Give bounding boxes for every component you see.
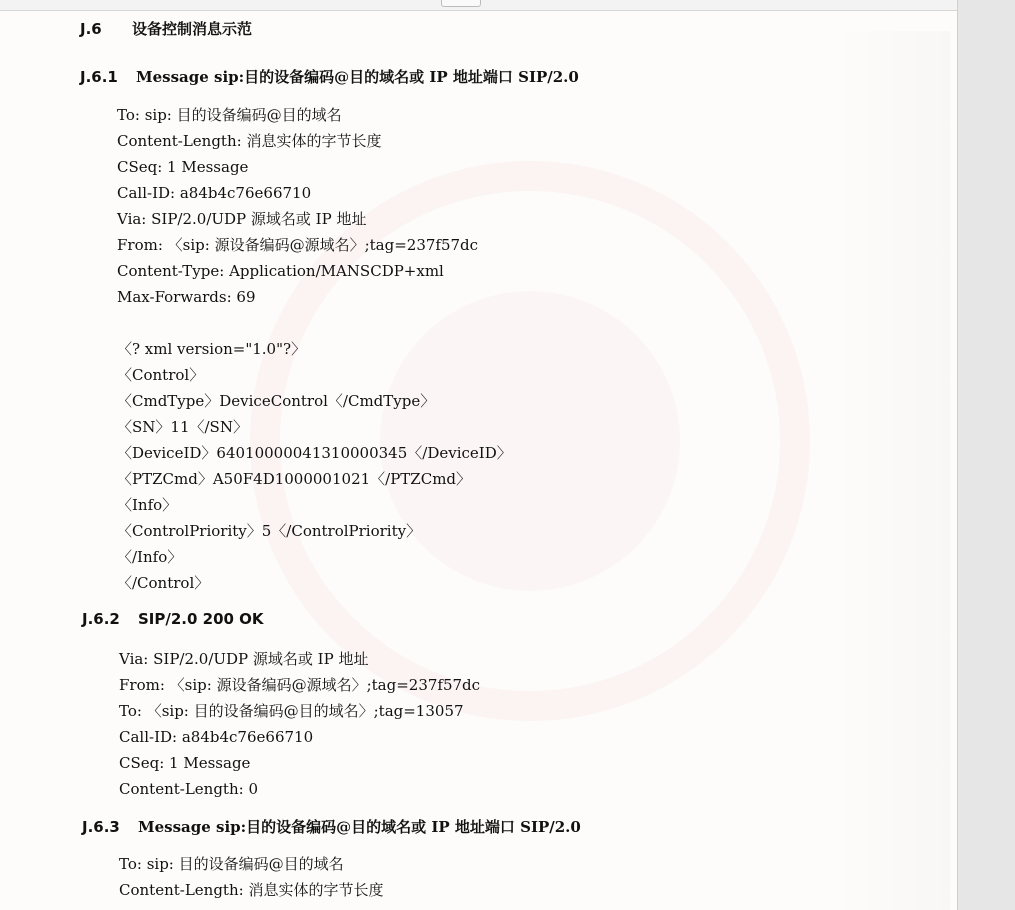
sip-header-line: To: sip: 目的设备编码@目的域名	[119, 855, 344, 873]
xml-body-line: 〈ControlPriority〉5〈/ControlPriority〉	[117, 522, 422, 540]
xml-body-line: 〈? xml version="1.0"?〉	[117, 340, 307, 358]
sip-header-line: From: 〈sip: 源设备编码@源域名〉;tag=237f57dc	[119, 676, 481, 694]
subsection-title: Message sip:目的设备编码@目的域名或 IP 地址端口 SIP/2.0	[136, 68, 579, 86]
watermark-seal-center	[380, 291, 680, 591]
section-number: J.6	[80, 20, 102, 38]
section-title: 设备控制消息示范	[132, 20, 253, 38]
sip-header-line: Content-Type: Application/MANSCDP+xml	[117, 262, 444, 280]
sip-header-line: Content-Length: 消息实体的字节长度	[119, 881, 384, 899]
sip-header-line: Content-Length: 消息实体的字节长度	[117, 132, 382, 150]
xml-body-line: 〈SN〉11〈/SN〉	[117, 418, 248, 436]
sip-header-line: Via: SIP/2.0/UDP 源域名或 IP 地址	[117, 210, 367, 228]
sip-header-line: CSeq: 1 Message	[119, 754, 251, 772]
subsection-number: J.6.2	[82, 610, 120, 628]
xml-body-line: 〈DeviceID〉64010000041310000345〈/DeviceID〉	[117, 444, 512, 462]
xml-body-line: 〈Control〉	[117, 366, 205, 384]
document-page	[0, 11, 957, 910]
page-edge-shadow	[830, 31, 950, 910]
subsection-number: J.6.3	[82, 818, 120, 836]
sip-header-line: Call-ID: a84b4c76e66710	[117, 184, 312, 202]
xml-body-line: 〈/Info〉	[117, 548, 183, 566]
sip-header-line: Via: SIP/2.0/UDP 源域名或 IP 地址	[119, 650, 369, 668]
xml-body-line: 〈CmdType〉DeviceControl〈/CmdType〉	[117, 392, 436, 410]
xml-body-line: 〈Info〉	[117, 496, 178, 514]
sip-header-line: To: sip: 目的设备编码@目的域名	[117, 106, 342, 124]
subsection-heading-j62	[82, 609, 264, 629]
subsection-heading-j61	[80, 67, 579, 87]
subsection-heading-j63	[82, 817, 581, 837]
sip-header-line: Max-Forwards: 69	[117, 288, 256, 306]
right-sidebar	[957, 0, 1015, 910]
sip-header-line: From: 〈sip: 源设备编码@源域名〉;tag=237f57dc	[117, 236, 479, 254]
subsection-number: J.6.1	[80, 68, 118, 86]
subsection-title: Message sip:目的设备编码@目的域名或 IP 地址端口 SIP/2.0	[138, 818, 581, 836]
sip-header-line: CSeq: 1 Message	[117, 158, 249, 176]
xml-body-line: 〈PTZCmd〉A50F4D1000001021〈/PTZCmd〉	[117, 470, 472, 488]
section-heading-j6	[80, 19, 252, 39]
sip-header-line: To: 〈sip: 目的设备编码@目的域名〉;tag=13057	[119, 702, 464, 720]
toolbar-handle[interactable]	[441, 0, 481, 7]
sip-header-line: Content-Length: 0	[119, 780, 258, 798]
top-toolbar	[0, 0, 1015, 11]
xml-body-line: 〈/Control〉	[117, 574, 210, 592]
sip-header-line: Call-ID: a84b4c76e66710	[119, 728, 314, 746]
subsection-title: SIP/2.0 200 OK	[138, 610, 264, 628]
